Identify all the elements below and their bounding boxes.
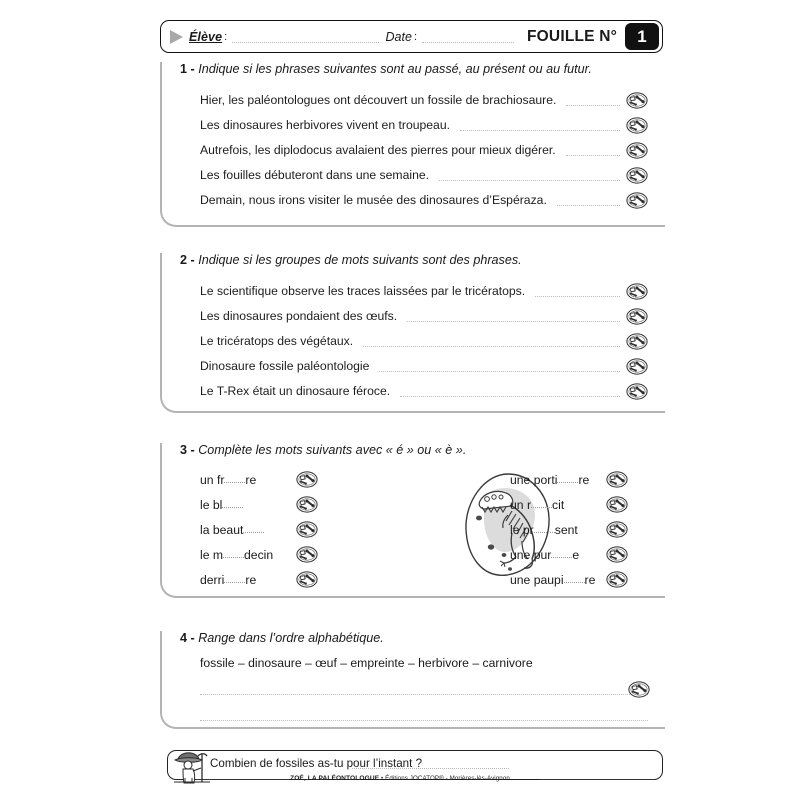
question-row xyxy=(200,381,648,401)
fossil-stamp-icon xyxy=(626,283,648,300)
word-row xyxy=(510,517,628,542)
word-prefix: le m xyxy=(200,547,224,562)
word-row xyxy=(510,542,628,567)
word-blank[interactable] xyxy=(551,557,572,558)
credit-rest: • Éditions JOCATOP® - Morières-lès-Avignon xyxy=(379,775,510,782)
answer-line[interactable] xyxy=(557,204,620,206)
answer-line[interactable] xyxy=(363,345,620,347)
question-row xyxy=(200,165,648,185)
exercise-4-title xyxy=(180,631,384,645)
fossil-stamp-icon xyxy=(606,471,628,488)
word-prefix: le pr xyxy=(510,522,534,537)
word-prefix: un fr xyxy=(200,472,225,487)
word-column-right xyxy=(510,467,628,592)
question-text: Le tricératops des végétaux. xyxy=(200,334,354,348)
word-column-left xyxy=(200,467,318,592)
exercise-4-number: 4 - xyxy=(180,631,195,645)
exercise-3-prompt: Complète les mots suivants avec « é » ou « è ». xyxy=(198,443,467,457)
word-suffix: re xyxy=(245,472,257,487)
word-blank[interactable] xyxy=(557,482,578,483)
student-name-input[interactable] xyxy=(232,41,378,43)
exercise-2-number: 2 - xyxy=(180,253,195,267)
fossil-stamp-icon xyxy=(626,167,648,184)
sheet-label: FOUILLE N° xyxy=(527,27,617,45)
word-blank[interactable] xyxy=(224,582,245,583)
word-suffix: re xyxy=(584,572,596,587)
word-row xyxy=(200,542,318,567)
answer-line[interactable] xyxy=(535,295,620,297)
exercise-1-title xyxy=(180,62,592,76)
word-blank[interactable] xyxy=(223,557,244,558)
word-text xyxy=(510,498,606,512)
question-row xyxy=(200,90,648,110)
word-suffix: e xyxy=(572,547,580,562)
exercise-bracket xyxy=(160,631,665,729)
credit-title: ZOÉ, LA PALÉONTOLOGUE xyxy=(290,775,380,782)
word-text xyxy=(200,523,296,537)
exercise-1-prompt: Indique si les phrases suivantes sont au passé, au présent ou au futur. xyxy=(198,62,592,76)
footer-answer-line[interactable] xyxy=(352,768,509,769)
exercise-4 xyxy=(160,631,665,729)
fossil-stamp-icon xyxy=(606,571,628,588)
student-header-bar xyxy=(160,20,663,53)
exercise-4-prompt: Range dans l’ordre alphabétique. xyxy=(198,631,384,645)
word-blank[interactable] xyxy=(564,582,585,583)
date-label: Date xyxy=(385,29,412,44)
word-row xyxy=(510,492,628,517)
word-blank[interactable] xyxy=(222,507,243,508)
word-row xyxy=(200,517,318,542)
fossil-stamp-icon xyxy=(626,142,648,159)
word-blank[interactable] xyxy=(243,532,264,533)
word-text xyxy=(510,473,606,487)
exercise-2 xyxy=(160,253,665,413)
question-text: Autrefois, les diplodocus avalaient des pierres pour mieux digérer. xyxy=(200,143,556,157)
fossil-stamp-icon xyxy=(626,117,648,134)
exercise-3-number: 3 - xyxy=(180,443,195,457)
fossil-stamp-icon xyxy=(296,571,318,588)
word-suffix: cit xyxy=(552,497,565,512)
answer-line[interactable] xyxy=(460,129,620,131)
word-prefix: derri xyxy=(200,572,225,587)
fossil-stamp-icon xyxy=(296,471,318,488)
word-prefix: une pur xyxy=(510,547,552,562)
answer-line[interactable] xyxy=(566,154,620,156)
word-text xyxy=(510,523,606,537)
student-colon: : xyxy=(224,30,228,43)
word-blank[interactable] xyxy=(534,532,555,533)
question-row xyxy=(200,306,648,326)
word-row xyxy=(200,467,318,492)
fossil-stamp-icon xyxy=(626,358,648,375)
date-input[interactable] xyxy=(422,41,514,43)
fossil-stamp-icon xyxy=(626,192,648,209)
exercise-1-number: 1 - xyxy=(180,62,195,76)
question-text: Dinosaure fossile paléontologie xyxy=(200,359,370,373)
word-prefix: une paupi xyxy=(510,572,564,587)
fossil-stamp-icon xyxy=(626,92,648,109)
fossil-stamp-icon xyxy=(626,333,648,350)
question-text: Les fouilles débuteront dans une semaine. xyxy=(200,168,430,182)
word-text xyxy=(200,573,296,587)
answer-line[interactable] xyxy=(566,104,620,106)
fossil-stamp-icon xyxy=(626,383,648,400)
question-row xyxy=(200,115,648,135)
word-suffix: re xyxy=(245,572,257,587)
answer-line[interactable] xyxy=(200,719,648,721)
word-blank[interactable] xyxy=(531,507,552,508)
word-prefix: une porti xyxy=(510,472,558,487)
word-suffix: decin xyxy=(244,547,274,562)
word-prefix: le bl xyxy=(200,497,223,512)
exercise-4-word-list: fossile – dinosaure – œuf – empreinte – herbivore – carnivore xyxy=(200,656,533,670)
word-row xyxy=(510,467,628,492)
word-blank[interactable] xyxy=(224,482,245,483)
word-prefix: un r xyxy=(510,497,532,512)
question-text: Demain, nous irons visiter le musée des dinosaures d’Espéraza. xyxy=(200,193,547,207)
word-text xyxy=(200,498,296,512)
answer-line[interactable] xyxy=(407,320,620,322)
question-text: Le T-Rex était un dinosaure féroce. xyxy=(200,384,391,398)
word-suffix: re xyxy=(578,472,590,487)
question-row xyxy=(200,140,648,160)
question-text: Le scientifique observe les traces laissées par le tricératops. xyxy=(200,284,526,298)
answer-line[interactable] xyxy=(400,395,620,397)
word-text xyxy=(510,573,606,587)
exercise-2-title xyxy=(180,253,522,267)
exercise-3 xyxy=(160,443,665,598)
word-suffix: sent xyxy=(554,522,578,537)
triangle-arrow-icon xyxy=(170,30,183,44)
fossil-stamp-icon xyxy=(296,496,318,513)
fossil-stamp-icon xyxy=(628,681,650,698)
answer-line[interactable] xyxy=(439,179,620,181)
question-text: Hier, les paléontologues ont découvert un fossile de brachiosaure. xyxy=(200,93,557,107)
fossil-stamp-icon xyxy=(626,308,648,325)
exercise-3-title xyxy=(180,443,466,457)
question-row xyxy=(200,356,648,376)
fossil-stamp-icon xyxy=(296,521,318,538)
exercise-2-prompt: Indique si les groupes de mots suivants sont des phrases. xyxy=(198,253,522,267)
word-text xyxy=(510,548,606,562)
word-text xyxy=(200,548,296,562)
question-text: Les dinosaures pondaient des œufs. xyxy=(200,309,398,323)
word-row xyxy=(200,492,318,517)
fossil-stamp-icon xyxy=(606,521,628,538)
publisher-credit xyxy=(0,775,800,782)
answer-line[interactable] xyxy=(200,693,648,695)
word-text xyxy=(200,473,296,487)
question-row xyxy=(200,331,648,351)
word-row xyxy=(510,567,628,592)
word-row xyxy=(200,567,318,592)
exercise-1 xyxy=(160,62,665,227)
question-text: Les dinosaures herbivores vivent en troupeau. xyxy=(200,118,450,132)
date-colon: : xyxy=(413,30,417,43)
footer-question-text: Combien de fossiles as-tu pour l’instant ? xyxy=(210,757,423,770)
student-label: Élève xyxy=(189,29,223,44)
question-row xyxy=(200,190,648,210)
answer-line[interactable] xyxy=(379,370,620,372)
fossil-stamp-icon xyxy=(606,496,628,513)
question-row xyxy=(200,281,648,301)
fossil-stamp-icon xyxy=(296,546,318,563)
fossil-stamp-icon xyxy=(606,546,628,563)
word-prefix: la beaut xyxy=(200,522,244,537)
sheet-number-badge: 1 xyxy=(625,23,659,50)
